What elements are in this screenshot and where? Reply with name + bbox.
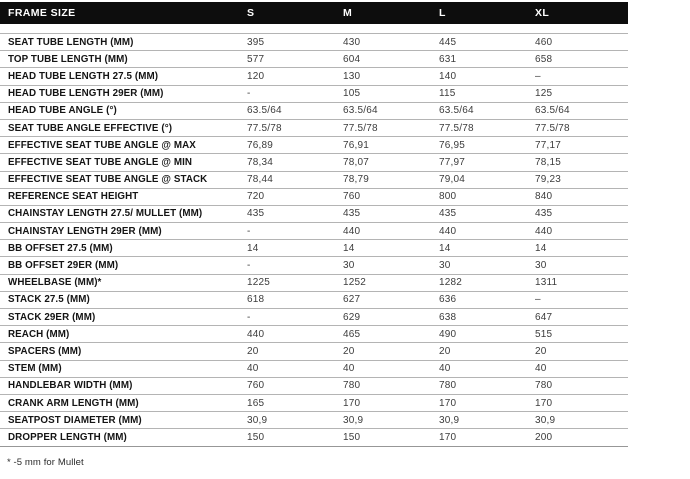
cell-xl: 1311 [535, 277, 558, 289]
cell-l: 20 [439, 345, 451, 357]
row-label: STEM (MM) [8, 363, 62, 375]
table-row [0, 325, 628, 342]
cell-l: 14 [439, 242, 451, 254]
table-row [0, 153, 628, 170]
cell-m: 604 [343, 53, 361, 65]
cell-xl: 440 [535, 225, 553, 237]
row-label: BB OFFSET 29ER (MM) [8, 260, 119, 272]
cell-m: 430 [343, 36, 361, 48]
cell-s: 618 [247, 294, 265, 306]
table-row [0, 394, 628, 411]
row-label: HEAD TUBE ANGLE (°) [8, 105, 117, 117]
row-label: EFFECTIVE SEAT TUBE ANGLE @ STACK [8, 174, 208, 186]
row-label: SPACERS (MM) [8, 345, 82, 357]
table-row [0, 205, 628, 222]
table-row [0, 85, 628, 102]
cell-xl: 170 [535, 397, 553, 409]
col-header-xl: XL [535, 7, 550, 19]
table-row [0, 360, 628, 377]
row-label: REACH (MM) [8, 328, 70, 340]
cell-m: 629 [343, 311, 361, 323]
cell-xl: – [535, 70, 541, 82]
cell-l: 77,97 [439, 156, 466, 168]
table-row [0, 119, 628, 136]
cell-s: 440 [247, 328, 265, 340]
cell-l: 40 [439, 363, 451, 375]
row-label: STACK 27.5 (MM) [8, 294, 90, 306]
cell-xl: 200 [535, 431, 553, 443]
cell-s: 76,89 [247, 139, 274, 151]
cell-s: 150 [247, 431, 265, 443]
cell-l: 445 [439, 36, 457, 48]
row-label: WHEELBASE (MM)* [8, 277, 102, 289]
cell-xl: 840 [535, 191, 553, 203]
col-header-l: L [439, 7, 446, 19]
cell-xl: 658 [535, 53, 553, 65]
cell-l: 435 [439, 208, 457, 220]
cell-m: 760 [343, 191, 361, 203]
cell-s: 78,44 [247, 174, 274, 186]
cell-s: - [247, 311, 251, 323]
cell-l: 140 [439, 70, 457, 82]
row-label: EFFECTIVE SEAT TUBE ANGLE @ MAX [8, 139, 196, 151]
cell-s: 435 [247, 208, 265, 220]
table-row [0, 291, 628, 308]
row-label: DROPPER LENGTH (MM) [8, 431, 127, 443]
cell-l: 1282 [439, 277, 463, 289]
cell-s: 760 [247, 380, 265, 392]
cell-m: 30,9 [343, 414, 364, 426]
cell-xl: 79,23 [535, 174, 562, 186]
cell-m: 30 [343, 260, 355, 272]
cell-s: 1225 [247, 277, 271, 289]
cell-xl: 78,15 [535, 156, 562, 168]
cell-xl: 63.5/64 [535, 105, 570, 117]
table-row [0, 428, 628, 445]
cell-m: 465 [343, 328, 361, 340]
cell-s: 577 [247, 53, 265, 65]
cell-s: 165 [247, 397, 265, 409]
cell-xl: 780 [535, 380, 553, 392]
cell-s: - [247, 88, 251, 100]
cell-s: 78,34 [247, 156, 274, 168]
table-row [0, 342, 628, 359]
cell-l: 79,04 [439, 174, 466, 186]
cell-l: 170 [439, 431, 457, 443]
cell-s: 40 [247, 363, 259, 375]
cell-m: 130 [343, 70, 361, 82]
table-header-row [0, 2, 628, 24]
col-header-s: S [247, 7, 255, 19]
geometry-table-body [0, 33, 628, 447]
cell-m: 440 [343, 225, 361, 237]
cell-xl: 20 [535, 345, 547, 357]
row-label: SEAT TUBE ANGLE EFFECTIVE (°) [8, 122, 173, 134]
cell-m: 435 [343, 208, 361, 220]
cell-l: 440 [439, 225, 457, 237]
cell-xl: 30,9 [535, 414, 556, 426]
row-label: CRANK ARM LENGTH (MM) [8, 397, 139, 409]
col-header-m: M [343, 7, 353, 19]
cell-l: 115 [439, 88, 456, 100]
cell-s: 20 [247, 345, 259, 357]
cell-l: 638 [439, 311, 457, 323]
row-label: SEATPOST DIAMETER (MM) [8, 414, 142, 426]
table-row [0, 239, 628, 256]
cell-s: 395 [247, 36, 265, 48]
cell-l: 800 [439, 191, 457, 203]
cell-m: 40 [343, 363, 355, 375]
table-row [0, 308, 628, 325]
table-row [0, 67, 628, 84]
frame-size-header: FRAME SIZE [8, 7, 76, 19]
table-row [0, 274, 628, 291]
cell-m: 170 [343, 397, 361, 409]
table-row [0, 377, 628, 394]
cell-s: 120 [247, 70, 265, 82]
cell-m: 105 [343, 88, 361, 100]
row-label: HANDLEBAR WIDTH (MM) [8, 380, 133, 392]
cell-s: 77.5/78 [247, 122, 282, 134]
cell-m: 78,07 [343, 156, 370, 168]
cell-m: 76,91 [343, 139, 370, 151]
cell-s: 63.5/64 [247, 105, 282, 117]
table-row [0, 222, 628, 239]
cell-xl: 30 [535, 260, 547, 272]
table-row [0, 411, 628, 428]
cell-xl: 14 [535, 242, 547, 254]
cell-xl: – [535, 294, 541, 306]
cell-m: 627 [343, 294, 361, 306]
row-label: EFFECTIVE SEAT TUBE ANGLE @ MIN [8, 156, 193, 168]
table-row [0, 136, 628, 153]
mullet-footnote: * -5 mm for Mullet [7, 457, 84, 468]
row-label: BB OFFSET 27.5 (MM) [8, 242, 113, 254]
cell-xl: 515 [535, 328, 553, 340]
cell-l: 631 [439, 53, 457, 65]
table-row [0, 33, 628, 50]
row-label: STACK 29ER (MM) [8, 311, 96, 323]
cell-xl: 77.5/78 [535, 122, 570, 134]
row-label: SEAT TUBE LENGTH (MM) [8, 36, 134, 48]
cell-m: 78,79 [343, 174, 370, 186]
cell-xl: 460 [535, 36, 553, 48]
cell-l: 170 [439, 397, 457, 409]
cell-s: - [247, 225, 251, 237]
cell-xl: 647 [535, 311, 553, 323]
cell-m: 14 [343, 242, 355, 254]
cell-xl: 77,17 [535, 139, 562, 151]
row-label: HEAD TUBE LENGTH 27.5 (MM) [8, 70, 159, 82]
cell-m: 150 [343, 431, 361, 443]
table-row [0, 102, 628, 119]
cell-l: 636 [439, 294, 457, 306]
table-row [0, 50, 628, 67]
cell-xl: 125 [535, 88, 553, 100]
cell-xl: 435 [535, 208, 553, 220]
geometry-table [0, 2, 628, 447]
cell-l: 30,9 [439, 414, 460, 426]
table-row [0, 171, 628, 188]
table-row [0, 256, 628, 273]
cell-l: 30 [439, 260, 451, 272]
cell-l: 63.5/64 [439, 105, 474, 117]
cell-l: 77.5/78 [439, 122, 474, 134]
cell-xl: 40 [535, 363, 547, 375]
cell-s: 720 [247, 191, 265, 203]
cell-m: 1252 [343, 277, 367, 289]
row-label: HEAD TUBE LENGTH 29ER (MM) [8, 88, 164, 100]
cell-m: 63.5/64 [343, 105, 378, 117]
row-label: REFERENCE SEAT HEIGHT [8, 191, 139, 203]
cell-l: 780 [439, 380, 457, 392]
cell-m: 20 [343, 345, 355, 357]
table-row [0, 188, 628, 205]
row-label: TOP TUBE LENGTH (MM) [8, 53, 128, 65]
cell-s: - [247, 260, 251, 272]
cell-s: 30,9 [247, 414, 268, 426]
cell-s: 14 [247, 242, 259, 254]
row-label: CHAINSTAY LENGTH 27.5/ MULLET (MM) [8, 208, 203, 220]
row-label: CHAINSTAY LENGTH 29ER (MM) [8, 225, 162, 237]
cell-l: 490 [439, 328, 457, 340]
cell-m: 77.5/78 [343, 122, 378, 134]
cell-l: 76,95 [439, 139, 466, 151]
cell-m: 780 [343, 380, 361, 392]
